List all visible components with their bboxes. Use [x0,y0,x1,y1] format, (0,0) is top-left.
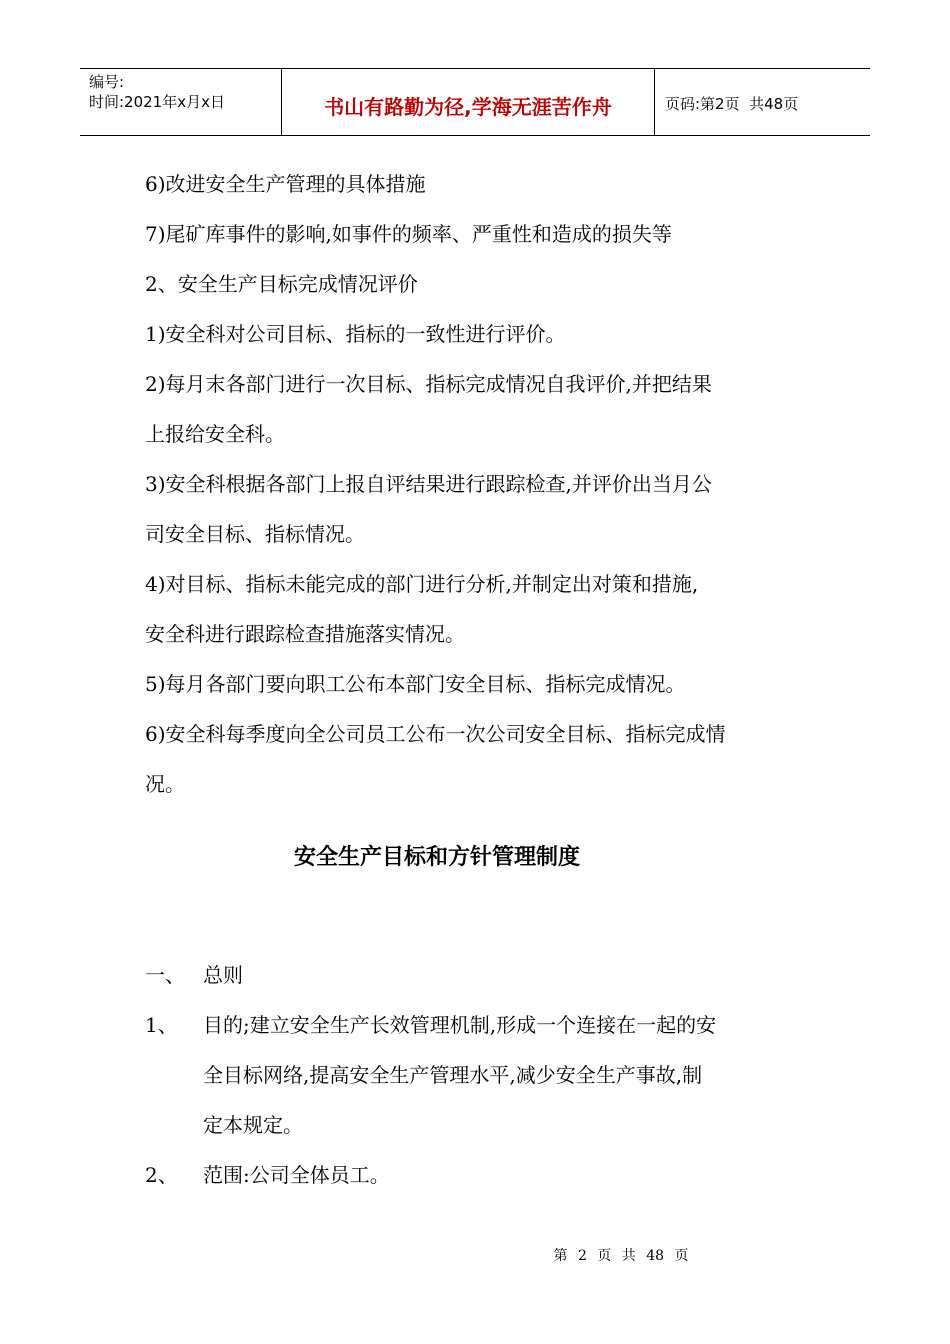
paragraph: 5)每月各部门要向职工公布本部门安全目标、指标完成情况。 [145,672,686,696]
page-header [80,68,870,136]
outline-item-2 [145,1150,825,1200]
document-body [145,159,815,809]
section-title-text: 安全生产目标和方针管理制度 [293,845,580,870]
paragraph: 6)安全科每季度向全公司员工公布一次公司安全目标、指标完成情 [145,722,726,746]
time-label: 时间:2021年x月x日 [89,93,225,111]
paragraph: 3)安全科根据各部门上报自评结果进行跟踪检查,并评价出当月公 [145,472,712,496]
header-motto [282,69,655,135]
number-label: 编号: [89,73,125,91]
outline-text: 目的;建立安全生产长效管理机制,形成一个连接在一起的安 [203,1013,717,1037]
outline-continuation: 定本规定。 [203,1113,303,1137]
paragraph: 司安全目标、指标情况。 [145,522,365,546]
motto-text: 书山有路勤为径,学海无涯苦作舟 [324,94,612,119]
page-info-text: 页码:第2页 共48页 [665,94,799,113]
paragraph: 况。 [145,772,185,796]
outline-number: 一、 [145,963,185,987]
outline-number: 2、 [145,1163,178,1187]
outline-item-general [145,950,825,1000]
outline-item-1 [145,1000,825,1050]
section-title [0,838,950,878]
paragraph: 6)改进安全生产管理的具体措施 [145,172,426,196]
outline-text: 总则 [203,963,243,987]
outline-number: 1、 [145,1013,178,1037]
header-page-info [655,69,870,135]
header-meta [80,69,282,135]
paragraph: 4)对目标、指标未能完成的部门进行分析,并制定出对策和措施, [145,572,699,596]
paragraph: 2、安全生产目标完成情况评价 [145,272,418,296]
paragraph: 1)安全科对公司目标、指标的一致性进行评价。 [145,322,566,346]
page-footer [0,1245,950,1265]
footer-page-number: 第 2 页 共 48 页 [553,1248,689,1264]
paragraph: 上报给安全科。 [145,422,285,446]
paragraph: 2)每月末各部门进行一次目标、指标完成情况自我评价,并把结果 [145,372,712,396]
outline-text: 范围:公司全体员工。 [203,1163,390,1187]
paragraph: 安全科进行跟踪检查措施落实情况。 [145,622,465,646]
outline-continuation: 全目标网络,提高安全生产管理水平,减少安全生产事故,制 [203,1063,703,1087]
paragraph: 7)尾矿库事件的影响,如事件的频率、严重性和造成的损失等 [145,222,672,246]
outline-list [145,950,825,1200]
